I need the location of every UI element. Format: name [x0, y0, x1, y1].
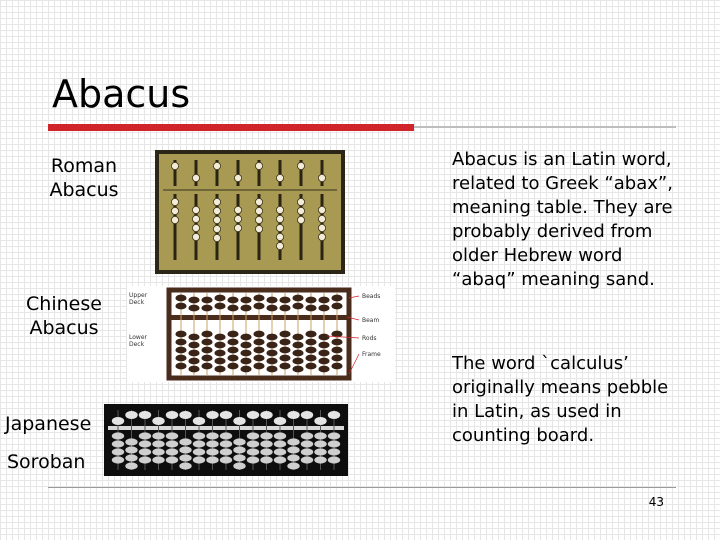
chinese-lower-bead	[201, 363, 212, 370]
soroban-lower-bead	[152, 432, 164, 439]
soroban-lower-bead	[274, 456, 286, 463]
soroban-lower-bead	[328, 440, 340, 447]
soroban-lower-bead	[328, 456, 340, 463]
soroban-lower-bead	[206, 448, 218, 455]
soroban-lower-bead	[220, 448, 232, 455]
soroban-image	[104, 404, 348, 476]
chinese-lower-bead	[266, 366, 277, 373]
chinese-upper-bead	[253, 295, 264, 302]
roman-lower-bead	[192, 224, 199, 231]
soroban-lower-bead	[206, 432, 218, 439]
soroban-upper-bead	[139, 411, 151, 419]
chinese-lower-bead	[331, 355, 342, 362]
soroban-upper-bead	[179, 411, 191, 419]
chinese-lower-bead	[318, 350, 329, 357]
chinese-lower-bead	[240, 334, 251, 341]
soroban-upper-bead	[301, 411, 313, 419]
soroban-lower-bead	[193, 456, 205, 463]
chinese-lower-bead	[253, 363, 264, 370]
soroban-lower-bead	[301, 448, 313, 455]
roman-lower-bead	[171, 198, 178, 205]
lower-deck-label: Lower Deck	[129, 334, 147, 348]
chinese-lower-bead	[188, 350, 199, 357]
chinese-upper-bead	[266, 297, 277, 304]
roman-lower-bead	[192, 215, 199, 222]
chinese-lower-bead	[279, 339, 290, 346]
soroban-lower-bead	[112, 440, 124, 447]
chinese-upper-bead	[292, 303, 303, 310]
soroban-lower-bead	[314, 456, 326, 463]
chinese-lower-bead	[227, 355, 238, 362]
chinese-lower-bead	[318, 358, 329, 365]
soroban-lower-bead	[220, 440, 232, 447]
chinese-lower-bead	[240, 358, 251, 365]
soroban-lower-bead	[301, 432, 313, 439]
frame-label: Frame	[362, 351, 381, 358]
soroban-upper-bead	[112, 417, 124, 425]
chinese-lower-bead	[201, 347, 212, 354]
chinese-lower-bead	[279, 355, 290, 362]
chinese-lower-bead	[253, 347, 264, 354]
roman-upper-slot	[237, 160, 240, 186]
soroban-lower-bead	[193, 448, 205, 455]
roman-lower-bead	[171, 207, 178, 214]
soroban-upper-bead	[247, 411, 259, 419]
chinese-upper-bead	[331, 295, 342, 302]
soroban-lower-bead	[125, 454, 137, 461]
chinese-upper-bead	[227, 297, 238, 304]
soroban-lower-bead	[301, 456, 313, 463]
chinese-lower-bead	[305, 339, 316, 346]
soroban-lower-bead	[152, 448, 164, 455]
roman-lower-bead	[213, 207, 220, 214]
soroban-lower-bead	[125, 462, 137, 469]
chinese-lower-bead	[201, 331, 212, 338]
soroban-lower-bead	[152, 456, 164, 463]
soroban-lower-bead	[206, 440, 218, 447]
soroban-lower-bead	[260, 432, 272, 439]
roman-upper-slot	[195, 160, 198, 186]
soroban-upper-bead	[152, 417, 164, 425]
roman-lower-bead	[318, 233, 325, 240]
soroban-lower-bead	[166, 448, 178, 455]
chinese-lower-bead	[227, 331, 238, 338]
roman-lower-bead	[213, 225, 220, 232]
chinese-upper-bead	[318, 297, 329, 304]
soroban-lower-bead	[220, 456, 232, 463]
soroban-lower-bead	[247, 440, 259, 447]
soroban-lower-bead	[233, 454, 245, 461]
japanese-label: Japanese	[5, 413, 92, 435]
chinese-lower-bead	[253, 339, 264, 346]
soroban-lower-bead	[314, 448, 326, 455]
soroban-lower-bead	[260, 448, 272, 455]
roman-lower-bead	[276, 242, 283, 249]
soroban-lower-bead	[260, 456, 272, 463]
roman-lower-bead	[171, 216, 178, 223]
chinese-lower-bead	[240, 366, 251, 373]
soroban-upper-bead	[206, 411, 218, 419]
chinese-upper-bead	[292, 295, 303, 302]
soroban-lower-bead	[301, 440, 313, 447]
soroban-lower-bead	[166, 456, 178, 463]
roman-lower-bead	[234, 224, 241, 231]
soroban-lower-bead	[179, 438, 191, 445]
roman-upper-bead	[255, 162, 262, 169]
roman-lower-bead	[276, 224, 283, 231]
roman-upper-bead	[234, 174, 241, 181]
roman-lower-bead	[276, 233, 283, 240]
chinese-lower-bead	[240, 342, 251, 349]
chinese-lower-bead	[292, 358, 303, 365]
roman-lower-bead	[213, 198, 220, 205]
roman-lower-bead	[213, 216, 220, 223]
soroban-lower-bead	[314, 432, 326, 439]
soroban-lower-bead	[287, 438, 299, 445]
roman-abacus-label: Roman Abacus	[49, 155, 119, 201]
soroban-lower-bead	[206, 456, 218, 463]
roman-lower-bead	[318, 206, 325, 213]
soroban-upper-bead	[274, 417, 286, 425]
chinese-lower-bead	[175, 363, 186, 370]
chinese-upper-bead	[240, 297, 251, 304]
chinese-lower-bead	[279, 363, 290, 370]
chinese-lower-bead	[253, 331, 264, 338]
roman-upper-bead	[171, 162, 178, 169]
title-underline-red	[48, 124, 414, 131]
chinese-lower-bead	[292, 342, 303, 349]
soroban-upper-bead	[314, 417, 326, 425]
soroban-lower-bead	[139, 432, 151, 439]
soroban-upper-bead	[193, 417, 205, 425]
soroban-lower-bead	[220, 432, 232, 439]
soroban-lower-bead	[166, 432, 178, 439]
chinese-lower-bead	[292, 334, 303, 341]
page-number: 43	[648, 495, 664, 509]
roman-upper-bead	[297, 162, 304, 169]
soroban-lower-bead	[260, 440, 272, 447]
chinese-lower-bead	[227, 363, 238, 370]
soroban-lower-bead	[247, 448, 259, 455]
chinese-abacus-image	[127, 286, 395, 382]
soroban-upper-bead	[166, 411, 178, 419]
soroban-lower-bead	[274, 448, 286, 455]
soroban-lower-bead	[328, 432, 340, 439]
chinese-pointer-line	[327, 336, 359, 338]
chinese-lower-bead	[305, 355, 316, 362]
chinese-lower-bead	[214, 350, 225, 357]
roman-lower-bead	[297, 207, 304, 214]
chinese-lower-bead	[201, 355, 212, 362]
roman-lower-bead	[297, 198, 304, 205]
chinese-lower-bead	[266, 342, 277, 349]
soroban-lower-bead	[125, 446, 137, 453]
chinese-upper-bead	[266, 305, 277, 312]
roman-lower-bead	[234, 206, 241, 213]
chinese-lower-bead	[188, 366, 199, 373]
chinese-upper-bead	[305, 305, 316, 312]
roman-lower-bead	[255, 216, 262, 223]
soroban-label: Soroban	[7, 451, 86, 473]
chinese-lower-bead	[201, 339, 212, 346]
body-paragraph-1: Abacus is an Latin word, related to Greek “abax”, meaning table. They are probably derived from older Hebrew word “abaq” meaning sand.	[452, 149, 673, 290]
roman-lower-bead	[276, 206, 283, 213]
roman-upper-bead	[213, 162, 220, 169]
roman-lower-bead	[297, 216, 304, 223]
chinese-lower-bead	[175, 339, 186, 346]
chinese-lower-bead	[253, 355, 264, 362]
roman-lower-bead	[192, 206, 199, 213]
chinese-upper-bead	[279, 297, 290, 304]
chinese-lower-bead	[292, 350, 303, 357]
soroban-lower-bead	[179, 454, 191, 461]
soroban-upper-bead	[233, 417, 245, 425]
soroban-lower-bead	[328, 448, 340, 455]
roman-upper-slot	[321, 160, 324, 186]
rods-label: Rods	[362, 335, 377, 342]
roman-upper-bead	[318, 174, 325, 181]
soroban-lower-bead	[287, 446, 299, 453]
chinese-lower-bead	[318, 342, 329, 349]
chinese-lower-bead	[175, 331, 186, 338]
soroban-upper-bead	[220, 411, 232, 419]
soroban-lower-bead	[166, 440, 178, 447]
chinese-lower-bead	[227, 339, 238, 346]
body-paragraph-2: The word `calculus’ originally means pebble in Latin, as used in counting board.	[452, 353, 669, 446]
soroban-lower-bead	[274, 432, 286, 439]
soroban-lower-bead	[287, 462, 299, 469]
chinese-lower-bead	[175, 355, 186, 362]
chinese-lower-bead	[331, 363, 342, 370]
chinese-lower-bead	[214, 358, 225, 365]
upper-deck-label: Upper Deck	[129, 292, 148, 306]
chinese-upper-bead	[253, 303, 264, 310]
soroban-lower-bead	[233, 462, 245, 469]
soroban-lower-bead	[247, 432, 259, 439]
chinese-lower-bead	[240, 350, 251, 357]
soroban-lower-bead	[139, 448, 151, 455]
chinese-lower-bead	[305, 331, 316, 338]
footer-rule	[48, 487, 676, 488]
soroban-lower-bead	[179, 462, 191, 469]
chinese-upper-bead	[240, 305, 251, 312]
soroban-lower-bead	[233, 438, 245, 445]
soroban-lower-bead	[247, 456, 259, 463]
chinese-lower-bead	[279, 331, 290, 338]
beads-label: Beads	[362, 293, 381, 300]
chinese-lower-bead	[318, 366, 329, 373]
roman-lower-bead	[318, 215, 325, 222]
soroban-upper-bead	[287, 411, 299, 419]
chinese-upper-bead	[201, 305, 212, 312]
chinese-lower-bead	[175, 347, 186, 354]
soroban-lower-bead	[314, 440, 326, 447]
chinese-lower-bead	[266, 350, 277, 357]
roman-lower-bead	[255, 198, 262, 205]
chinese-lower-bead	[266, 334, 277, 341]
chinese-upper-bead	[188, 297, 199, 304]
chinese-lower-bead	[305, 363, 316, 370]
chinese-lower-bead	[331, 339, 342, 346]
chinese-lower-bead	[214, 366, 225, 373]
chinese-lower-bead	[292, 366, 303, 373]
roman-lower-bead	[318, 224, 325, 231]
roman-lower-bead	[234, 215, 241, 222]
chinese-upper-bead	[214, 295, 225, 302]
roman-lower-bead	[255, 207, 262, 214]
chinese-upper-bead	[318, 305, 329, 312]
chinese-lower-bead	[214, 334, 225, 341]
chinese-upper-bead	[305, 297, 316, 304]
roman-lower-bead	[192, 233, 199, 240]
chinese-lower-bead	[305, 347, 316, 354]
soroban-lower-bead	[139, 456, 151, 463]
chinese-lower-bead	[188, 358, 199, 365]
soroban-lower-bead	[179, 446, 191, 453]
soroban-lower-bead	[125, 438, 137, 445]
soroban-lower-bead	[112, 432, 124, 439]
soroban-upper-bead	[125, 411, 137, 419]
roman-upper-slot	[279, 160, 282, 186]
soroban-lower-bead	[274, 440, 286, 447]
beam-label: Beam	[362, 317, 380, 324]
chinese-upper-bead	[227, 305, 238, 312]
chinese-upper-bead	[175, 303, 186, 310]
soroban-lower-bead	[112, 456, 124, 463]
chinese-lower-bead	[266, 358, 277, 365]
roman-lower-bead	[276, 215, 283, 222]
soroban-lower-bead	[112, 448, 124, 455]
chinese-lower-bead	[188, 342, 199, 349]
soroban-lower-bead	[233, 446, 245, 453]
soroban-lower-bead	[139, 440, 151, 447]
chinese-lower-bead	[227, 347, 238, 354]
soroban-lower-bead	[152, 440, 164, 447]
chinese-lower-bead	[188, 334, 199, 341]
chinese-upper-bead	[188, 305, 199, 312]
soroban-lower-bead	[193, 440, 205, 447]
soroban-lower-bead	[287, 454, 299, 461]
slide-title: Abacus	[52, 72, 191, 116]
title-underline-gray	[414, 126, 676, 128]
chinese-abacus-label: Chinese Abacus	[26, 293, 102, 339]
roman-upper-bead	[192, 174, 199, 181]
soroban-lower-bead	[193, 432, 205, 439]
chinese-lower-bead	[214, 342, 225, 349]
soroban-upper-bead	[260, 411, 272, 419]
chinese-upper-bead	[201, 297, 212, 304]
chinese-upper-bead	[214, 303, 225, 310]
roman-abacus-image	[155, 150, 345, 274]
chinese-lower-bead	[318, 334, 329, 341]
chinese-upper-bead	[331, 303, 342, 310]
roman-plate	[159, 154, 341, 270]
roman-lower-bead	[213, 234, 220, 241]
chinese-upper-bead	[279, 305, 290, 312]
chinese-lower-bead	[331, 347, 342, 354]
chinese-lower-bead	[279, 347, 290, 354]
roman-upper-bead	[276, 174, 283, 181]
roman-lower-bead	[255, 225, 262, 232]
chinese-upper-bead	[175, 295, 186, 302]
soroban-upper-bead	[328, 411, 340, 419]
